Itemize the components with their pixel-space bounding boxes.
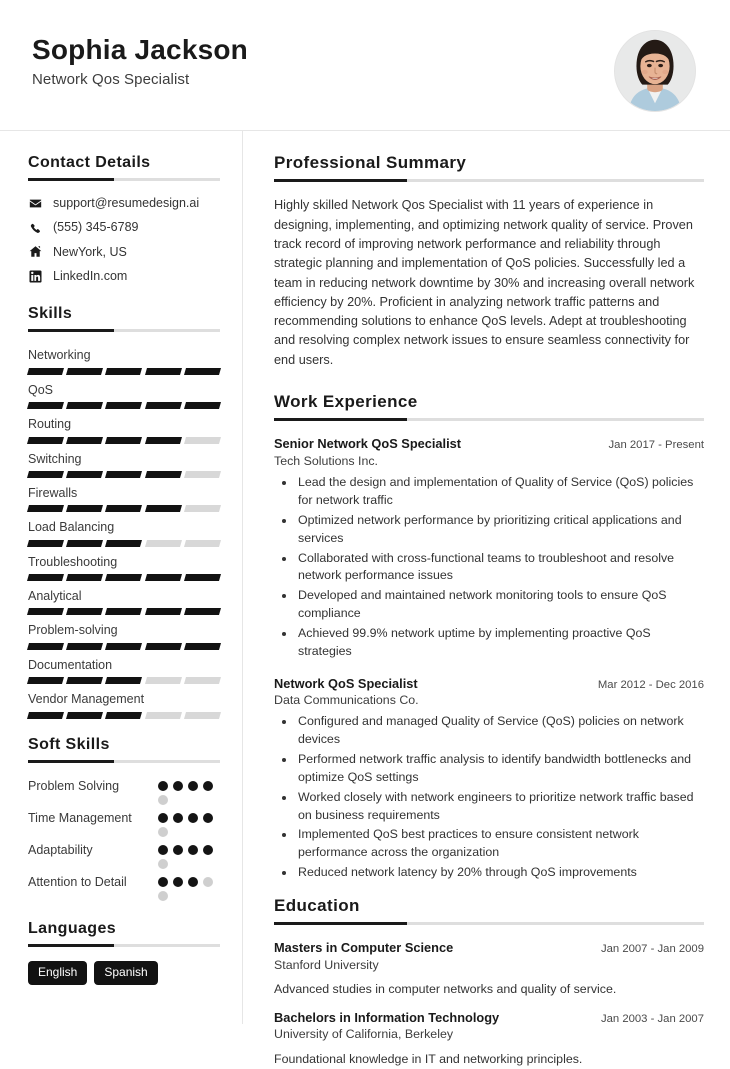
- section-skills: [28, 304, 220, 718]
- contact-item[interactable]: [28, 195, 220, 211]
- rating-dot: [188, 781, 198, 791]
- resume-body: [0, 131, 730, 1066]
- rating-dot: [188, 877, 198, 887]
- skill-level-bar: [28, 540, 220, 547]
- skill-level-bar: [28, 712, 220, 719]
- skill-segment: [145, 574, 182, 581]
- skill-row: [28, 621, 220, 649]
- languages-list: [28, 961, 220, 985]
- section-contact-details: [28, 153, 220, 284]
- skill-segment: [27, 608, 64, 615]
- skill-name: Analytical: [28, 589, 82, 603]
- skill-name: Load Balancing: [28, 520, 115, 535]
- bullet-item: • Developed and maintained network monitoring tools to ensure QoS compliance: [296, 587, 704, 623]
- skill-segment: [105, 402, 142, 409]
- skill-segment: [145, 437, 182, 444]
- skill-segment: [105, 643, 142, 650]
- skill-segment: [66, 368, 103, 375]
- entry-header: [274, 435, 704, 452]
- skill-level-bar: [28, 643, 220, 650]
- skill-segment: [66, 608, 103, 615]
- skill-segment: [184, 574, 221, 581]
- skill-row: [28, 346, 220, 374]
- rating-dot: [173, 813, 183, 823]
- skill-segment: [145, 471, 182, 478]
- education-entry: [274, 1009, 704, 1069]
- rating-dot: [173, 845, 183, 855]
- section-soft-skills: [28, 735, 220, 901]
- entry-date: Jan 2003 - Jan 2007: [600, 1013, 704, 1026]
- skill-level-bar: [28, 471, 220, 478]
- entry-organization: Stanford University: [274, 957, 379, 972]
- rating-dot: [203, 877, 213, 887]
- contact-item[interactable]: [28, 268, 220, 284]
- header-text-block: [28, 28, 614, 88]
- skill-segment: [66, 505, 103, 512]
- skill-segment: [145, 608, 182, 615]
- heading-rule: [274, 922, 704, 925]
- entry-bullets: [274, 713, 704, 882]
- section-education: [274, 896, 704, 1069]
- skill-segment: [145, 712, 182, 719]
- heading-rule: [28, 178, 220, 181]
- rating-dot: [158, 845, 168, 855]
- bullet-item: • Implemented QoS best practices to ensure consistent network performance across the organization: [296, 826, 704, 862]
- heading-rule: [28, 944, 220, 947]
- skill-level-bar: [28, 608, 220, 615]
- skill-level-bar: [28, 574, 220, 581]
- contact-value: NewYork, US: [53, 244, 127, 259]
- skill-segment: [184, 437, 221, 444]
- entry-description: Advanced studies in computer networks and quality of service.: [274, 982, 617, 997]
- section-heading-education: Education: [274, 896, 360, 916]
- entry-date: Jan 2017 - Present: [608, 439, 704, 452]
- skill-segment: [105, 712, 142, 719]
- skill-name: Firewalls: [28, 485, 78, 500]
- skill-name: Documentation: [28, 657, 113, 672]
- skill-segment: [145, 677, 182, 684]
- bullet-item: • Lead the design and implementation of Quality of Service (QoS) policies for network traffic: [296, 474, 704, 510]
- skill-row: [28, 587, 220, 615]
- rating-dot: [158, 781, 168, 791]
- soft-skill-rating: [158, 809, 220, 837]
- skill-segment: [105, 505, 142, 512]
- skill-segment: [145, 402, 182, 409]
- entry-date: Mar 2012 - Dec 2016: [597, 678, 704, 691]
- rating-dot: [158, 813, 168, 823]
- bullet-item: • Configured and managed Quality of Service (QoS) policies on network devices: [296, 713, 704, 749]
- skill-segment: [145, 505, 182, 512]
- rating-dot: [203, 781, 213, 791]
- skill-segment: [27, 712, 64, 719]
- resume-header: [0, 0, 730, 131]
- skill-segment: [184, 368, 221, 375]
- skill-segment: [66, 471, 103, 478]
- soft-skill-rating: [158, 841, 220, 869]
- section-work-experience: [274, 392, 704, 882]
- entry-title: Bachelors in Information Technology: [274, 1010, 500, 1026]
- skill-row: [28, 690, 220, 718]
- skill-segment: [27, 437, 64, 444]
- job-title: Network Qos Specialist: [32, 71, 190, 89]
- main-content: [243, 131, 730, 1066]
- skill-segment: [184, 402, 221, 409]
- skill-segment: [184, 608, 221, 615]
- skill-segment: [105, 677, 142, 684]
- skill-segment: [66, 712, 103, 719]
- education-list: [274, 939, 704, 1068]
- skill-name: Problem-solving: [28, 623, 118, 638]
- heading-rule: [274, 179, 704, 182]
- rating-dot: [158, 827, 168, 837]
- heading-rule: [28, 329, 220, 332]
- contact-value: (555) 345-6789: [53, 220, 139, 235]
- rating-dot: [158, 795, 168, 805]
- soft-skill-row: [28, 777, 220, 805]
- soft-skill-name: Adaptability: [28, 842, 93, 857]
- skill-segment: [27, 505, 64, 512]
- soft-skill-row: [28, 841, 220, 869]
- skill-segment: [145, 540, 182, 547]
- skill-segment: [184, 540, 221, 547]
- skill-row: [28, 518, 220, 546]
- bullet-item: • Worked closely with network engineers to prioritize network traffic based on business requirements: [296, 789, 704, 825]
- contact-item[interactable]: [28, 219, 220, 235]
- skill-segment: [66, 402, 103, 409]
- soft-skill-name: Attention to Detail: [28, 874, 127, 889]
- contact-list: [28, 195, 220, 284]
- phone-icon: [28, 221, 42, 235]
- skill-segment: [105, 368, 142, 375]
- skill-segment: [145, 368, 182, 375]
- skill-segment: [105, 540, 142, 547]
- skill-name: Switching: [28, 451, 82, 466]
- experience-list: [274, 435, 704, 882]
- rating-dot: [173, 877, 183, 887]
- entry-title: Network QoS Specialist: [274, 675, 418, 691]
- section-languages: [28, 919, 220, 985]
- skill-name: Routing: [28, 417, 72, 432]
- entry-organization: Data Communications Co.: [274, 692, 419, 707]
- skill-level-bar: [28, 677, 220, 684]
- skill-segment: [27, 402, 64, 409]
- skill-name: QoS: [28, 382, 54, 397]
- entry-title: Senior Network QoS Specialist: [274, 436, 462, 452]
- skill-row: [28, 415, 220, 443]
- profile-photo-icon: [615, 31, 695, 111]
- soft-skills-list: [28, 777, 220, 901]
- skill-segment: [66, 677, 103, 684]
- rating-dot: [158, 891, 168, 901]
- skill-name: Networking: [28, 348, 91, 363]
- rating-dot: [203, 845, 213, 855]
- skill-segment: [105, 574, 142, 581]
- bullet-item: • Optimized network performance by prioritizing critical applications and services: [296, 512, 704, 548]
- section-heading-contact: Contact Details: [28, 154, 151, 171]
- rating-dot: [188, 813, 198, 823]
- experience-entry: [274, 675, 704, 882]
- entry-title: Masters in Computer Science: [274, 940, 454, 956]
- skill-segment: [27, 574, 64, 581]
- skill-segment: [66, 643, 103, 650]
- skill-segment: [27, 677, 64, 684]
- sidebar: [0, 131, 243, 1024]
- skill-segment: [184, 505, 221, 512]
- skill-row: [28, 381, 220, 409]
- language-chip[interactable]: English: [28, 961, 87, 985]
- skills-list: [28, 346, 220, 718]
- skill-segment: [27, 643, 64, 650]
- summary-text: Highly skilled Network Qos Specialist with 11 years of experience in designing, implementing, and optimizing network quality of service. Proven track record of improving network performance and reliability through strategic planning and implementation of QoS policies. Successfully led a team in reducing network downtime by 30% and increasing overall network efficiency by 20%. Proficient in analyzing network traffic patterns and recommending solutions to enhance QoS levels. Adept at troubleshooting and resolving complex network issues to ensure seamless connectivity for end users.: [274, 198, 695, 367]
- skill-segment: [27, 540, 64, 547]
- entry-description: Foundational knowledge in IT and networking principles.: [274, 1051, 583, 1066]
- skill-segment: [105, 437, 142, 444]
- skill-row: [28, 656, 220, 684]
- rating-dot: [173, 781, 183, 791]
- skill-segment: [145, 643, 182, 650]
- bullet-item: • Achieved 99.9% network uptime by implementing proactive QoS strategies: [296, 625, 704, 661]
- contact-item[interactable]: [28, 244, 220, 260]
- avatar: [614, 30, 696, 112]
- section-heading-skills: Skills: [28, 305, 73, 323]
- soft-skill-rating: [158, 777, 220, 805]
- skill-level-bar: [28, 437, 220, 444]
- skill-name: Troubleshooting: [28, 554, 118, 569]
- language-chip[interactable]: Spanish: [94, 961, 157, 985]
- skill-level-bar: [28, 368, 220, 375]
- linkedin-icon: [28, 269, 42, 283]
- skill-segment: [66, 574, 103, 581]
- section-heading-experience: Work Experience: [274, 392, 418, 412]
- skill-segment: [184, 712, 221, 719]
- section-heading-summary: Professional Summary: [274, 153, 467, 172]
- contact-value: support@resumedesign.ai: [53, 196, 200, 211]
- rating-dot: [203, 813, 213, 823]
- entry-bullets: [274, 474, 704, 661]
- soft-skill-rating: [158, 873, 220, 901]
- soft-skill-row: [28, 873, 220, 901]
- entry-date: Jan 2007 - Jan 2009: [600, 943, 704, 956]
- skill-row: [28, 484, 220, 512]
- skill-segment: [66, 540, 103, 547]
- soft-skill-name: Time Management: [28, 810, 132, 825]
- skill-segment: [184, 471, 221, 478]
- entry-organization: Tech Solutions Inc.: [274, 453, 379, 468]
- soft-skill-name: Problem Solving: [28, 778, 120, 793]
- entry-header: [274, 675, 704, 692]
- skill-row: [28, 450, 220, 478]
- skill-level-bar: [28, 505, 220, 512]
- skill-segment: [105, 471, 142, 478]
- envelope-icon: [28, 196, 42, 210]
- home-icon: [28, 245, 42, 259]
- section-heading-soft-skills: Soft Skills: [28, 735, 110, 753]
- education-entry: [274, 939, 704, 999]
- skill-row: [28, 553, 220, 581]
- skill-name: Vendor Management: [28, 692, 145, 707]
- experience-entry: [274, 435, 704, 660]
- soft-skill-row: [28, 809, 220, 837]
- heading-rule: [28, 760, 220, 763]
- bullet-item: • Performed network traffic analysis to identify bandwidth bottlenecks and optimize QoS settings: [296, 751, 704, 787]
- entry-header: [274, 939, 704, 956]
- skill-segment: [105, 608, 142, 615]
- skill-segment: [27, 368, 64, 375]
- skill-segment: [66, 437, 103, 444]
- entry-organization: University of California, Berkeley: [274, 1027, 454, 1042]
- skill-segment: [184, 677, 221, 684]
- skill-segment: [27, 471, 64, 478]
- page-title: Sophia Jackson: [32, 34, 248, 65]
- section-heading-languages: Languages: [28, 919, 117, 937]
- bullet-item: • Collaborated with cross-functional teams to troubleshoot and resolve network performance issues: [296, 550, 704, 586]
- contact-value: LinkedIn.com: [53, 268, 128, 283]
- skill-level-bar: [28, 402, 220, 409]
- skill-segment: [184, 643, 221, 650]
- section-professional-summary: [274, 153, 704, 370]
- rating-dot: [158, 877, 168, 887]
- heading-rule: [274, 418, 704, 421]
- rating-dot: [158, 859, 168, 869]
- rating-dot: [188, 845, 198, 855]
- bullet-item: • Reduced network latency by 20% through QoS improvements: [296, 864, 704, 882]
